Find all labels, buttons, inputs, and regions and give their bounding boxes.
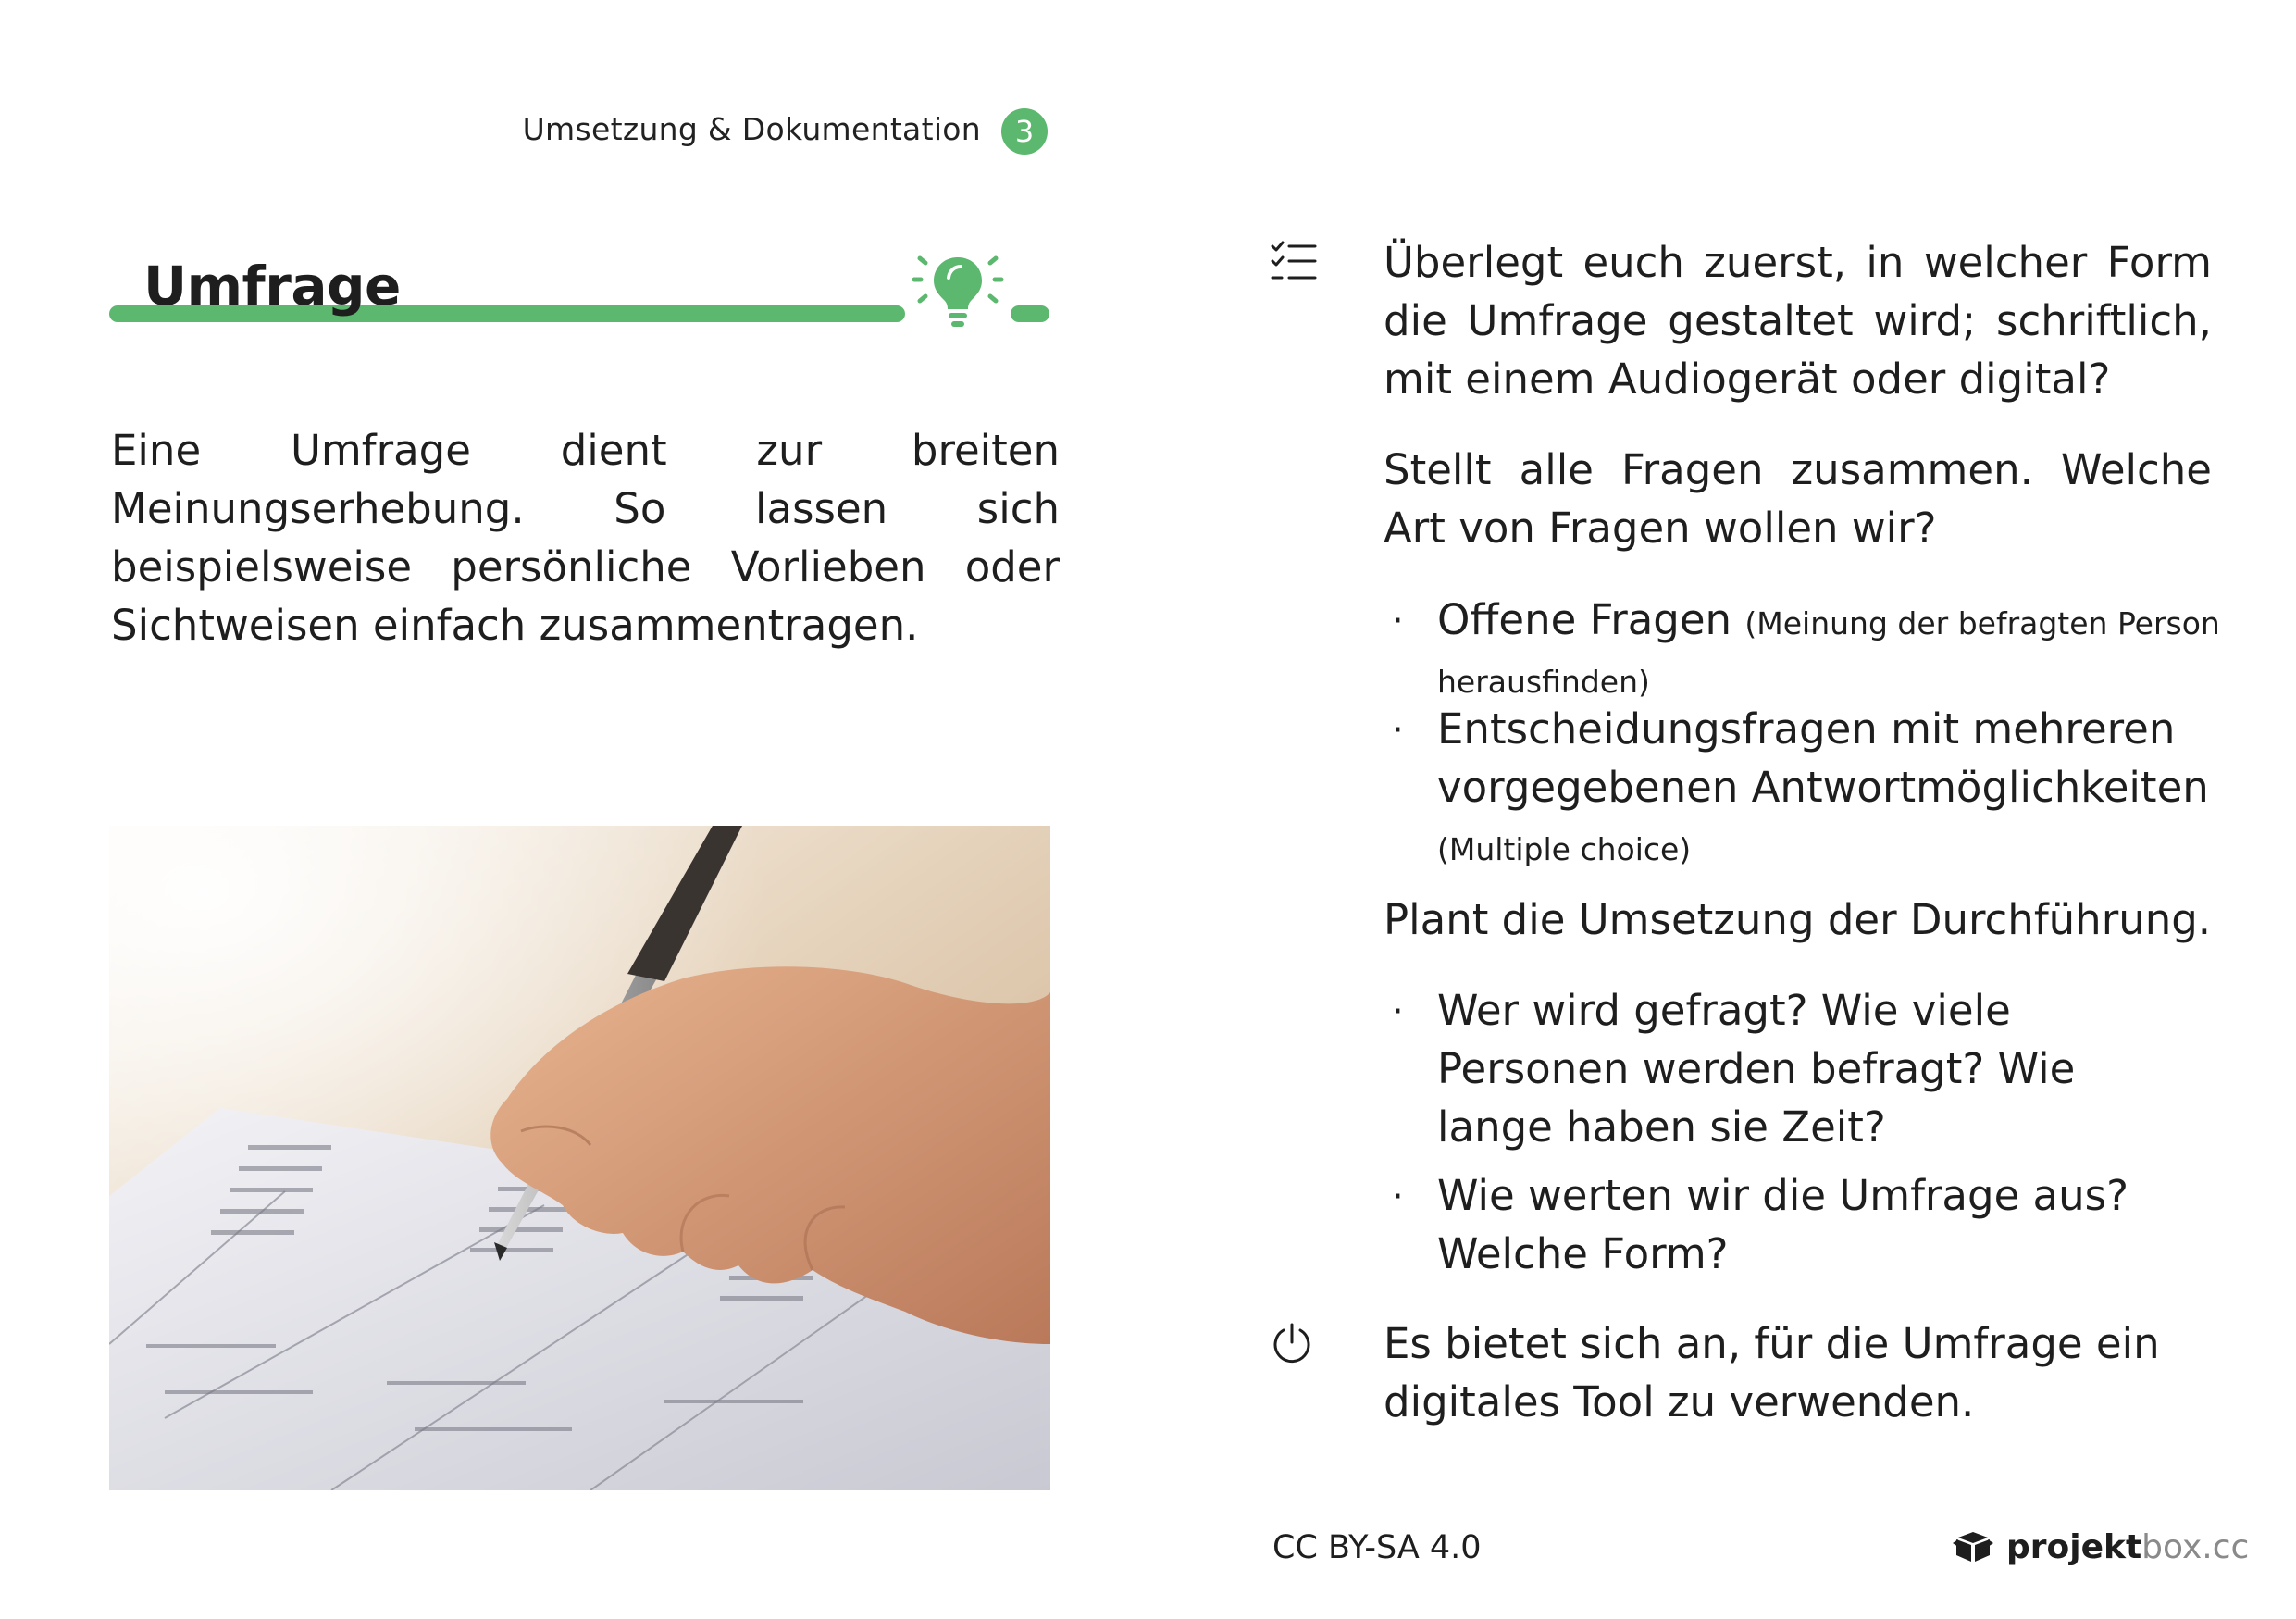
brand-name-light: box.cc xyxy=(2141,1527,2250,1566)
brand-name-strong: projekt xyxy=(2006,1527,2142,1566)
license-text: CC BY-SA 4.0 xyxy=(1272,1529,1482,1566)
list-item-note: (Meinung der befragten Person herausfinden) xyxy=(1437,605,2220,700)
bullet-dot: · xyxy=(1392,709,1404,752)
title-underline-dot xyxy=(1011,305,1049,322)
page-title: Umfrage xyxy=(143,255,401,318)
list-item-note: (Multiple choice) xyxy=(1437,831,1692,867)
bullet-dot: · xyxy=(1392,990,1404,1033)
bullet-dot: · xyxy=(1392,1176,1404,1218)
step-form-paragraph: Überlegt euch zuerst, in welcher Form die Umfrage gestaltet wird; schriftlich, mit einem Audiogerät oder digital? xyxy=(1384,238,2212,404)
step-plan-paragraph: Plant die Umsetzung der Durchführung. xyxy=(1384,895,2212,944)
power-icon xyxy=(1271,1322,1313,1364)
list-item-main: Entscheidungsfragen mit mehreren vorgegebenen Antwortmöglichkeiten xyxy=(1437,704,2209,812)
intro-paragraph: Eine Umfrage dient zur breiten Meinungserhebung. So lassen sich beispielsweise persönliche Vorlieben oder Sichtweisen einfach zusammentragen. xyxy=(111,426,1060,650)
brand-logo xyxy=(1953,1524,2249,1570)
page-number-badge: 3 xyxy=(1001,108,1048,155)
bullet-dot: · xyxy=(1392,600,1404,642)
list-item-main: Offene Fragen xyxy=(1437,595,1732,644)
checklist-icon xyxy=(1271,241,1317,281)
tip-paragraph: Es bietet sich an, für die Umfrage ein digitales Tool zu verwenden. xyxy=(1384,1319,2160,1426)
step-questions-paragraph: Stellt alle Fragen zusammen. Welche Art von Fragen wollen wir? xyxy=(1384,445,2212,553)
lightbulb-icon xyxy=(912,248,1004,331)
list-item: Wer wird gefragt? Wie viele Personen werden befragt? Wie lange haben sie Zeit? xyxy=(1437,986,2076,1152)
list-item: Wie werten wir die Umfrage aus? Welche Form? xyxy=(1437,1171,2128,1278)
survey-photo xyxy=(109,826,1050,1490)
section-label: Umsetzung & Dokumentation xyxy=(522,111,981,147)
box-logo-icon xyxy=(1953,1530,1993,1563)
list-item xyxy=(1437,700,2224,875)
list-item xyxy=(1437,591,2224,707)
